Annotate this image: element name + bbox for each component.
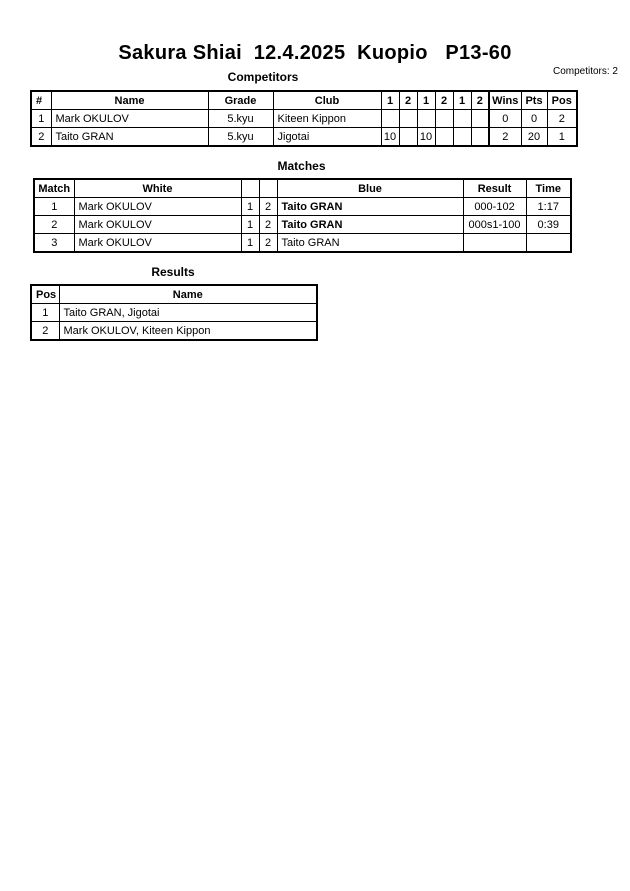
- col-header-pos: Pos: [547, 91, 577, 110]
- col-header-wins: Wins: [489, 91, 521, 110]
- cell-name: Taito GRAN: [51, 128, 208, 147]
- cell-score: [435, 110, 453, 128]
- cell-score: [381, 110, 399, 128]
- competitors-count-label: Competitors: 2: [552, 66, 618, 77]
- cell-white-name: Mark OKULOV: [74, 198, 241, 216]
- col-header-num: #: [31, 91, 51, 110]
- cell-pos: 1: [31, 304, 59, 322]
- col-header-white: White: [74, 179, 241, 198]
- cell-pts: 0: [521, 110, 547, 128]
- cell-result-name: Taito GRAN, Jigotai: [59, 304, 317, 322]
- col-header-name: Name: [59, 285, 317, 304]
- col-header-result: Result: [463, 179, 526, 198]
- cell-score: [453, 128, 471, 147]
- competitor-row: [31, 110, 577, 128]
- cell-result: [463, 234, 526, 253]
- match-row: [34, 198, 571, 216]
- cell-blue-name: Taito GRAN: [277, 234, 463, 253]
- cell-score: [417, 110, 435, 128]
- match-row: [34, 234, 571, 253]
- cell-wins: 2: [489, 128, 521, 147]
- col-header-pos: Pos: [31, 285, 59, 304]
- col-header-score-1: 1: [381, 91, 399, 110]
- cell-name: Mark OKULOV: [51, 110, 208, 128]
- cell-score: [435, 128, 453, 147]
- competitors-table: [30, 90, 578, 147]
- cell-score: [399, 128, 417, 147]
- col-header-club: Club: [273, 91, 381, 110]
- col-header-name: Name: [51, 91, 208, 110]
- cell-pos: 2: [547, 110, 577, 128]
- cell-score: 10: [381, 128, 399, 147]
- cell-blue-name: Taito GRAN: [277, 216, 463, 234]
- cell-corner-num: 2: [259, 216, 277, 234]
- col-header-score-3: 1: [417, 91, 435, 110]
- col-header-grade: Grade: [208, 91, 273, 110]
- cell-white-name: Mark OKULOV: [74, 234, 241, 253]
- cell-white-name: Mark OKULOV: [74, 216, 241, 234]
- result-row: [31, 322, 317, 341]
- cell-corner-num: 2: [259, 234, 277, 253]
- cell-pos: 1: [547, 128, 577, 147]
- cell-time: 1:17: [526, 198, 571, 216]
- cell-blue-name: Taito GRAN: [277, 198, 463, 216]
- competitor-row: [31, 128, 577, 147]
- cell-time: 0:39: [526, 216, 571, 234]
- cell-match-num: 3: [34, 234, 74, 253]
- match-row: [34, 216, 571, 234]
- cell-time: [526, 234, 571, 253]
- cell-match-num: 1: [34, 198, 74, 216]
- results-table: [30, 284, 318, 341]
- cell-club: Jigotai: [273, 128, 381, 147]
- cell-score: 10: [417, 128, 435, 147]
- cell-result: 000-102: [463, 198, 526, 216]
- matches-header-row: [34, 179, 571, 198]
- cell-match-num: 2: [34, 216, 74, 234]
- col-header-time: Time: [526, 179, 571, 198]
- cell-score: [471, 110, 489, 128]
- col-header-match: Match: [34, 179, 74, 198]
- col-header-pts: Pts: [521, 91, 547, 110]
- cell-corner-num: 2: [259, 198, 277, 216]
- col-header-score-4: 2: [435, 91, 453, 110]
- results-heading: Results: [151, 265, 195, 279]
- col-header-score-5: 1: [453, 91, 471, 110]
- cell-grade: 5.kyu: [208, 110, 273, 128]
- matches-table: [33, 178, 572, 253]
- col-header-empty: [241, 179, 259, 198]
- result-row: [31, 304, 317, 322]
- competitors-heading: Competitors: [227, 70, 299, 84]
- col-header-blue: Blue: [277, 179, 463, 198]
- matches-heading: Matches: [277, 159, 326, 173]
- cell-grade: 5.kyu: [208, 128, 273, 147]
- cell-num: 2: [31, 128, 51, 147]
- cell-club: Kiteen Kippon: [273, 110, 381, 128]
- cell-score: [453, 110, 471, 128]
- cell-num: 1: [31, 110, 51, 128]
- results-header-row: [31, 285, 317, 304]
- cell-corner-num: 1: [241, 198, 259, 216]
- col-header-score-6: 2: [471, 91, 489, 110]
- cell-pos: 2: [31, 322, 59, 341]
- col-header-empty: [259, 179, 277, 198]
- cell-result: 000s1-100: [463, 216, 526, 234]
- cell-score: [471, 128, 489, 147]
- cell-pts: 20: [521, 128, 547, 147]
- cell-wins: 0: [489, 110, 521, 128]
- cell-result-name: Mark OKULOV, Kiteen Kippon: [59, 322, 317, 341]
- cell-corner-num: 1: [241, 216, 259, 234]
- col-header-score-2: 2: [399, 91, 417, 110]
- page-title: Sakura Shiai 12.4.2025 Kuopio P13-60: [118, 42, 512, 64]
- cell-score: [399, 110, 417, 128]
- cell-corner-num: 1: [241, 234, 259, 253]
- competitors-header-row: [31, 91, 577, 110]
